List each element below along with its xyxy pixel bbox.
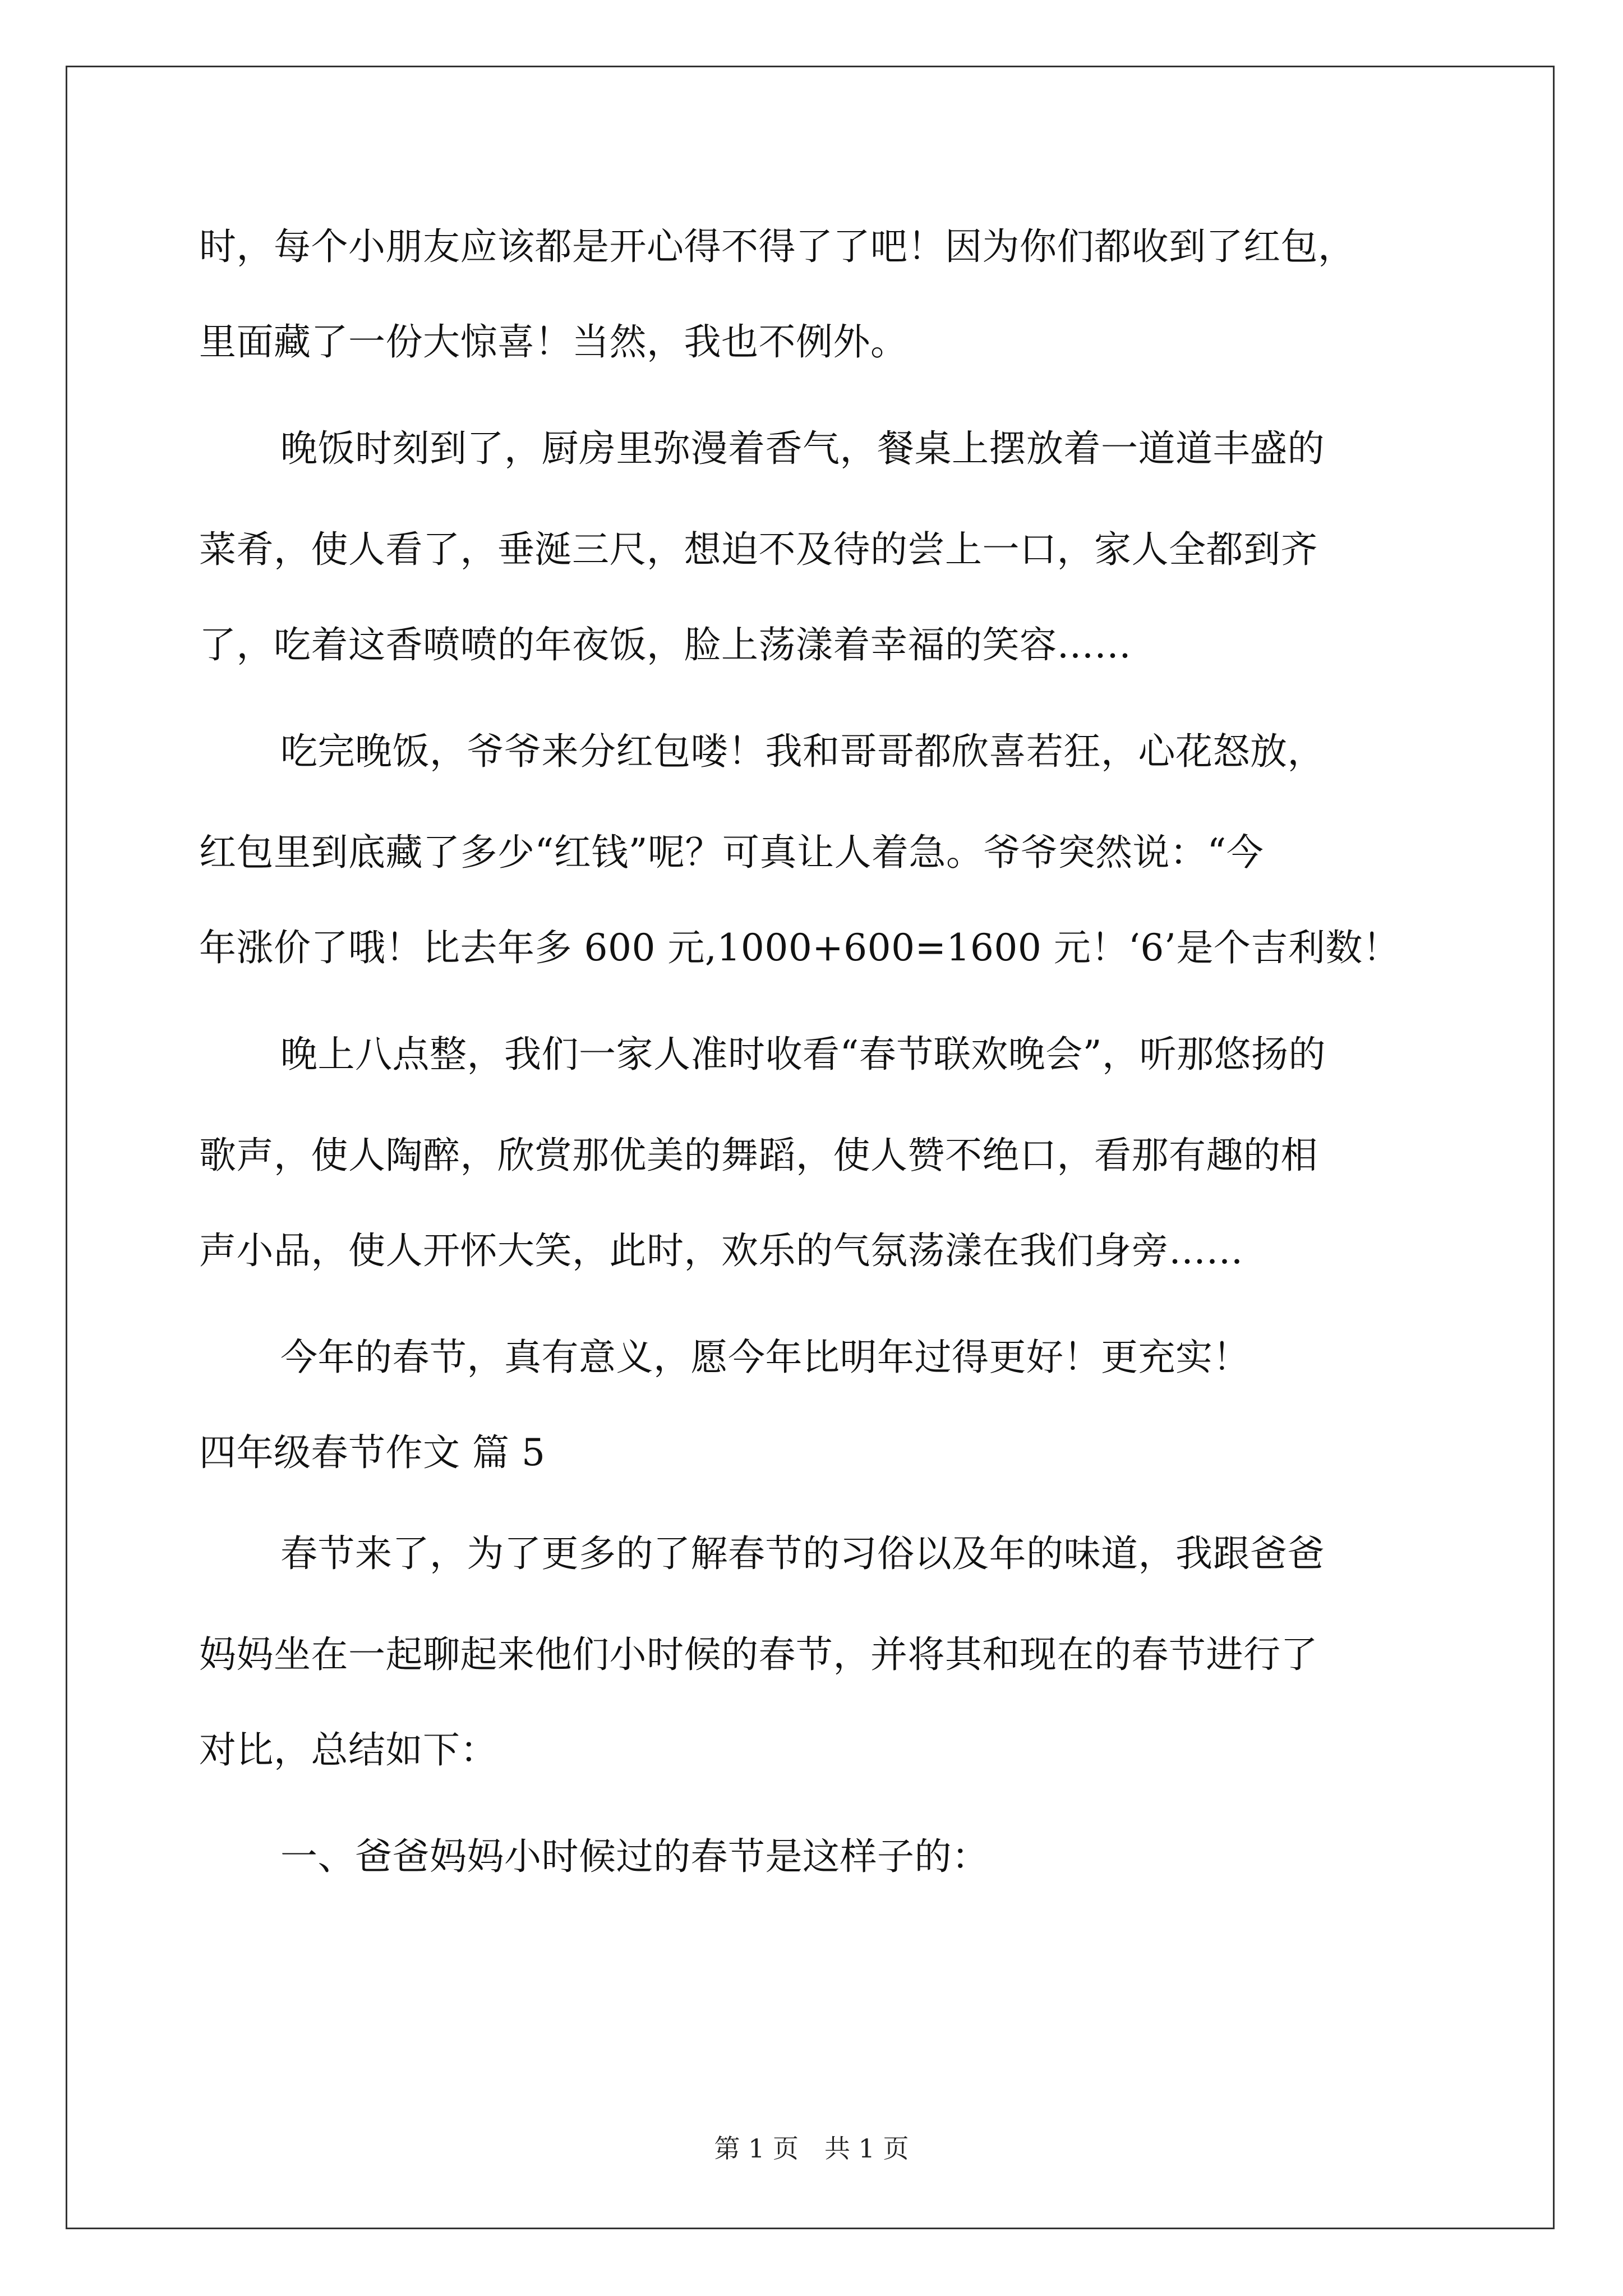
section-heading: 四年级春节作文 篇 5 bbox=[199, 1431, 546, 1474]
paragraph-start-line: 一、爸爸妈妈小时候过的春节是这样子的： bbox=[280, 1835, 989, 1878]
paragraph-start-line: 晚上八点整，我们一家人准时收看“春节联欢晚会”，听那悠扬的 bbox=[280, 1033, 1326, 1076]
text-line: 了，吃着这香喷喷的年夜饭，脸上荡漾着幸福的笑容…… bbox=[199, 623, 1132, 666]
paragraph-start-line: 吃完晚饭，爷爷来分红包喽！我和哥哥都欣喜若狂，心花怒放， bbox=[280, 730, 1325, 773]
paragraph-start-line: 春节来了，为了更多的了解春节的习俗以及年的味道，我跟爸爸 bbox=[280, 1532, 1325, 1575]
text-line: 歌声，使人陶醉，欣赏那优美的舞蹈，使人赞不绝口，看那有趣的相 bbox=[199, 1134, 1318, 1177]
paragraph-start-line: 晚饭时刻到了，厨房里弥漫着香气，餐桌上摆放着一道道丰盛的 bbox=[280, 427, 1325, 470]
text-line: 对比，总结如下： bbox=[199, 1728, 497, 1772]
text-line: 声小品，使人开怀大笑，此时，欢乐的气氛荡漾在我们身旁…… bbox=[199, 1229, 1243, 1272]
text-line: 里面藏了一份大惊喜！当然，我也不例外。 bbox=[199, 320, 908, 364]
text-line: 红包里到底藏了多少“红钱”呢？可真让人着急。爷爷突然说：“今 bbox=[199, 831, 1264, 874]
paragraph-start-line: 今年的春节，真有意义，愿今年比明年过得更好！更充实！ bbox=[280, 1336, 1250, 1379]
text-line: 年涨价了哦！比去年多 600 元,1000+600=1600 元！‘6’是个吉利数！ bbox=[199, 926, 1400, 969]
text-line: 菜肴，使人看了，垂涎三尺，想迫不及待的尝上一口，家人全都到齐 bbox=[199, 528, 1318, 571]
text-line: 妈妈坐在一起聊起来他们小时候的春节，并将其和现在的春节进行了 bbox=[199, 1633, 1318, 1676]
page-footer: 第 1 页 共 1 页 bbox=[714, 2133, 909, 2164]
text-line: 时，每个小朋友应该都是开心得不得了了吧！因为你们都收到了红包， bbox=[199, 225, 1355, 268]
